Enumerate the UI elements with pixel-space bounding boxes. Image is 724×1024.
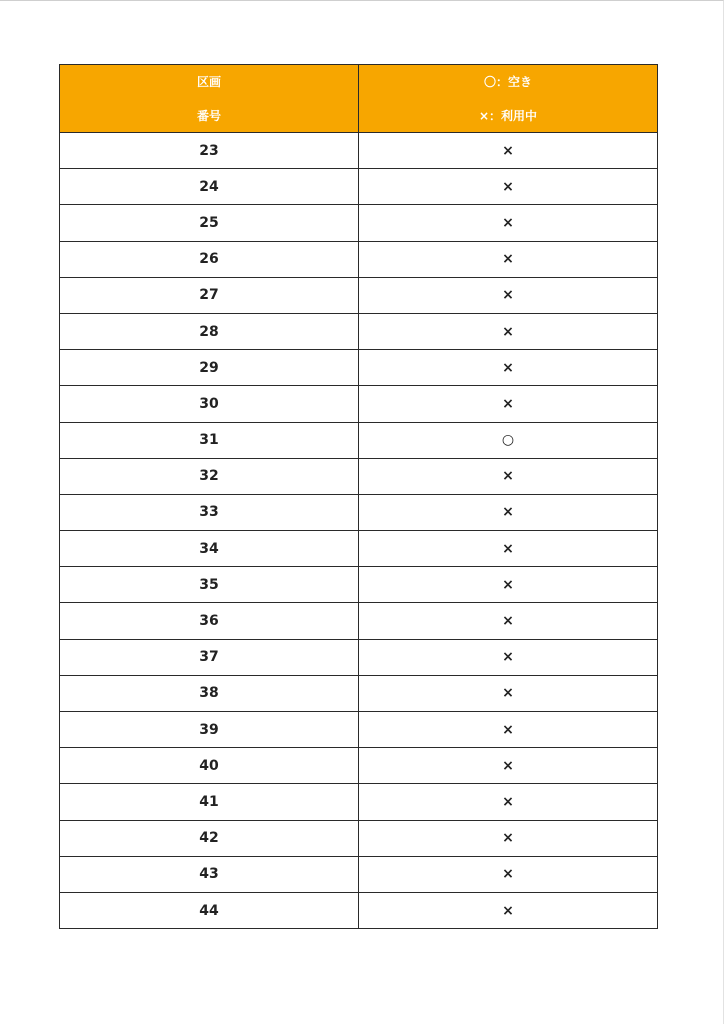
plot-number-cell: 31 [60,422,359,458]
table-row [60,350,658,386]
table-row [60,531,658,567]
table-row [60,784,658,820]
table-row [60,386,658,422]
table-row [60,856,658,892]
plot-number-cell: 41 [60,784,359,820]
plot-number-cell: 40 [60,748,359,784]
status-cell: × [359,567,658,603]
status-cell: × [359,820,658,856]
plot-number-cell: 39 [60,712,359,748]
plot-number-cell: 28 [60,313,359,349]
plot-number-cell: 35 [60,567,359,603]
table-row [60,169,658,205]
status-cell: × [359,712,658,748]
header-row [60,65,658,133]
legend-vacant: 〇：空き [483,74,532,89]
status-cell: × [359,639,658,675]
plot-number-cell: 27 [60,277,359,313]
status-cell: × [359,892,658,928]
plot-number-cell: 37 [60,639,359,675]
table-row [60,603,658,639]
table-body [60,133,658,929]
table-row [60,133,658,169]
header-status-legend [359,65,658,133]
plot-number-cell: 43 [60,856,359,892]
status-cell: × [359,856,658,892]
status-cell: × [359,531,658,567]
header-plot-number-line1: 区画 [196,74,221,89]
status-cell: ○ [359,422,658,458]
plot-number-cell: 38 [60,675,359,711]
table-row [60,241,658,277]
status-cell: × [359,313,658,349]
status-cell: × [359,386,658,422]
legend-in-use: ×：利用中 [478,108,538,123]
table-row [60,458,658,494]
plot-number-cell: 26 [60,241,359,277]
allotment-table [59,64,658,929]
status-cell: × [359,169,658,205]
status-cell: × [359,603,658,639]
table-row [60,639,658,675]
status-cell: × [359,350,658,386]
status-cell: × [359,277,658,313]
plot-number-cell: 24 [60,169,359,205]
status-cell: × [359,458,658,494]
status-cell: × [359,494,658,530]
status-cell: × [359,241,658,277]
plot-number-cell: 32 [60,458,359,494]
status-cell: × [359,784,658,820]
plot-number-cell: 33 [60,494,359,530]
header-plot-number [60,65,359,133]
plot-number-cell: 29 [60,350,359,386]
status-cell: × [359,205,658,241]
table-row [60,567,658,603]
plot-number-cell: 34 [60,531,359,567]
plot-number-cell: 30 [60,386,359,422]
plot-number-cell: 36 [60,603,359,639]
table-row [60,205,658,241]
status-cell: × [359,675,658,711]
table-row [60,820,658,856]
table-header [60,65,658,133]
table-row [60,712,658,748]
table-row [60,748,658,784]
table-row [60,277,658,313]
header-plot-number-line2: 番号 [196,108,221,123]
table-row [60,313,658,349]
status-cell: × [359,133,658,169]
plot-number-cell: 44 [60,892,359,928]
table-row [60,892,658,928]
plot-number-cell: 42 [60,820,359,856]
plot-number-cell: 23 [60,133,359,169]
table-row [60,494,658,530]
plot-number-cell: 25 [60,205,359,241]
table-row [60,422,658,458]
status-cell: × [359,748,658,784]
table-row [60,675,658,711]
